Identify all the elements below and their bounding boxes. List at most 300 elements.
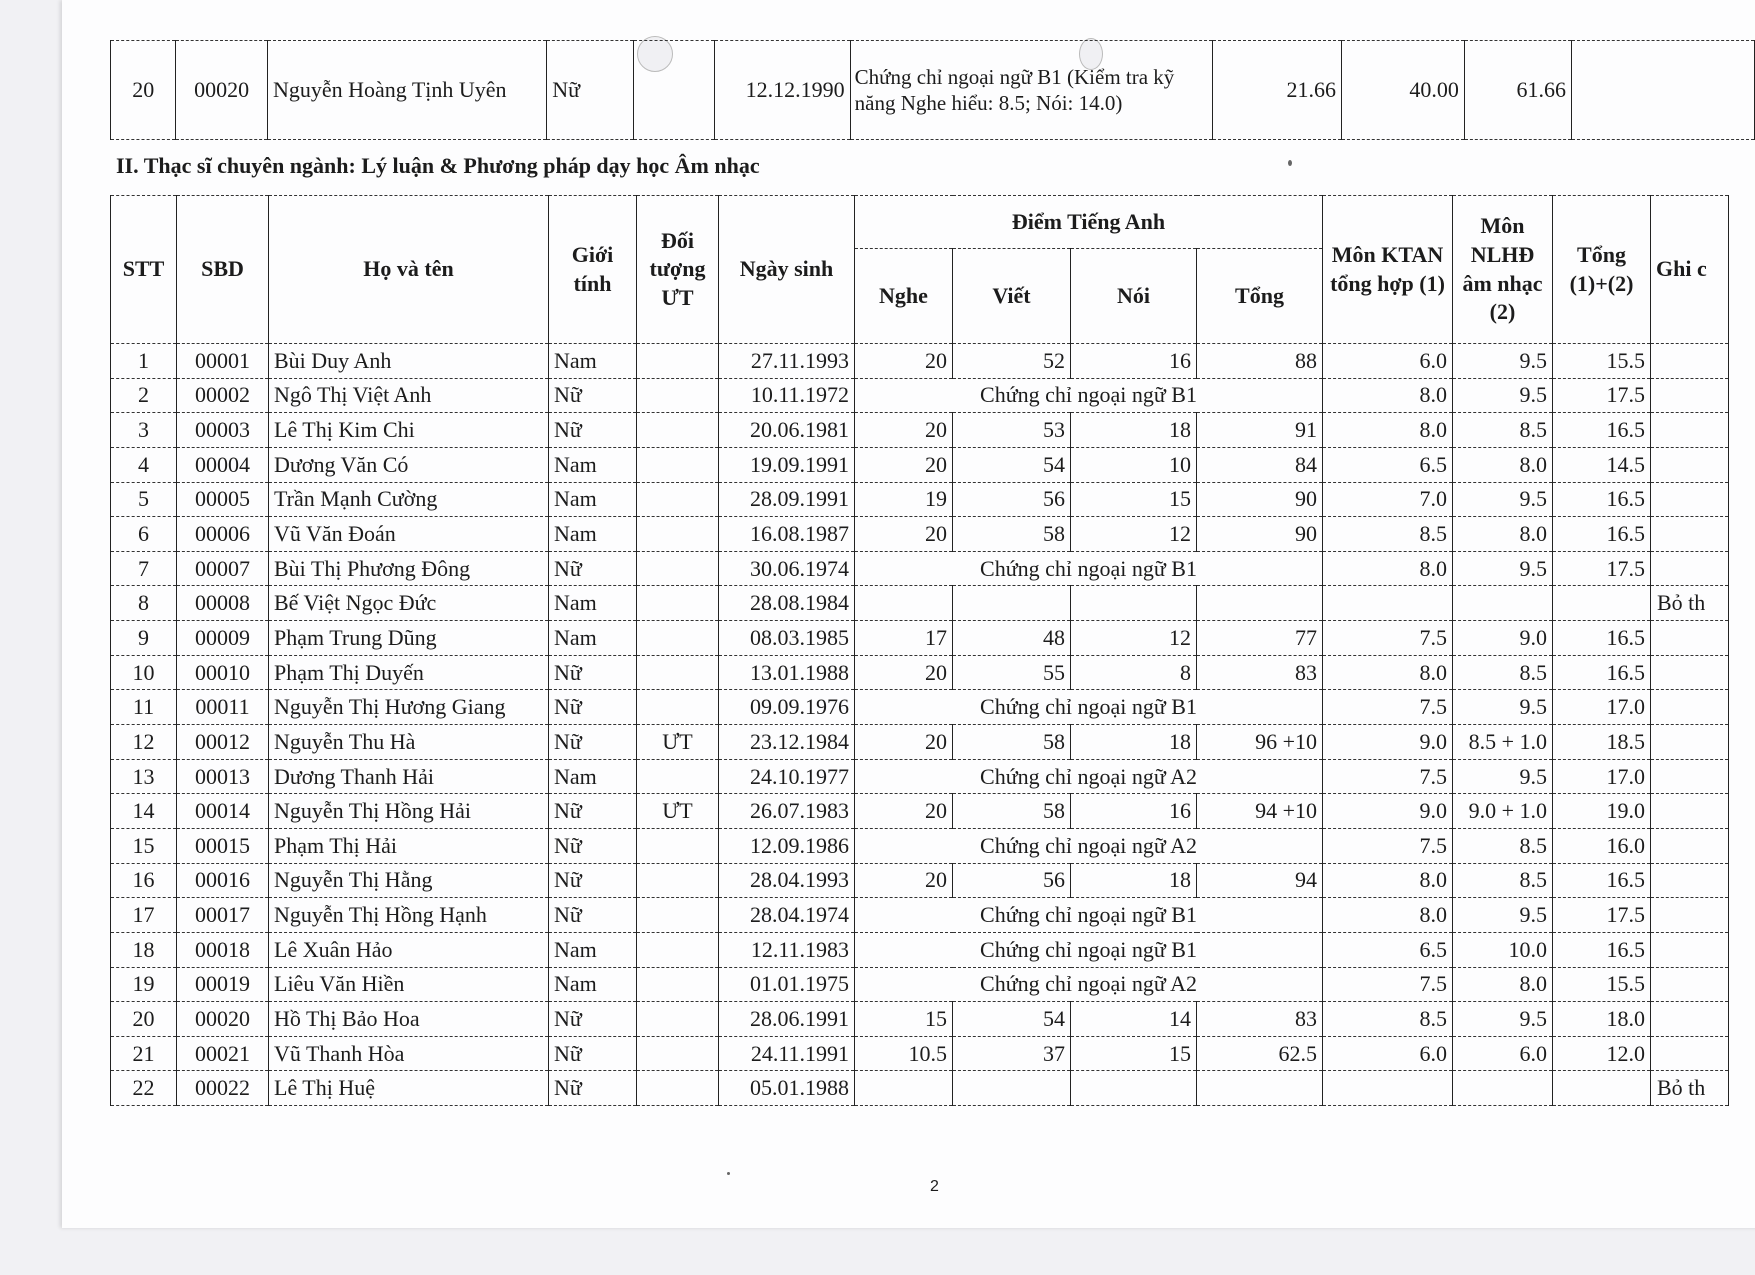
row-total: 16.5 <box>1553 932 1651 967</box>
row-subject2: 9.5 <box>1453 551 1553 586</box>
table-row <box>111 655 1729 690</box>
header-subject1: Môn KTAN tổng hợp (1) <box>1323 196 1453 344</box>
row-note <box>1651 967 1729 1002</box>
row-total: 15.5 <box>1553 967 1651 1002</box>
header-writing: Viết <box>953 249 1071 344</box>
row-gender: Nam <box>549 517 637 552</box>
row-priority <box>637 586 719 621</box>
header-listening: Nghe <box>855 249 953 344</box>
row-note <box>1651 447 1729 482</box>
row-priority <box>637 413 719 448</box>
row-note <box>1651 344 1729 379</box>
row-note <box>1651 413 1729 448</box>
header-gender: Giới tính <box>549 196 637 344</box>
row-name: Bế Việt Ngọc Đức <box>269 586 549 621</box>
row-subject2: 9.5 <box>1453 378 1553 413</box>
row-subject2: 9.0 <box>1453 621 1553 656</box>
table-row <box>111 759 1729 794</box>
row-priority <box>637 1071 719 1106</box>
row-name: Nguyễn Thị Hồng Hải <box>269 794 549 829</box>
row-english-total: 88 <box>1197 344 1323 379</box>
row-listening: 15 <box>855 1002 953 1037</box>
row-gender: Nữ <box>549 655 637 690</box>
row-total: 16.5 <box>1553 413 1651 448</box>
row-subject2: 9.5 <box>1453 898 1553 933</box>
row-priority <box>637 863 719 898</box>
page-number: 2 <box>930 1178 939 1195</box>
row-total: 14.5 <box>1553 447 1651 482</box>
row-writing <box>953 1071 1071 1106</box>
row-note <box>1651 759 1729 794</box>
row-total: 15.5 <box>1553 344 1651 379</box>
row-writing: 52 <box>953 344 1071 379</box>
row-speaking: 12 <box>1071 517 1197 552</box>
row-english-certificate: Chứng chỉ ngoại ngữ B1 <box>855 551 1323 586</box>
row-name: Ngô Thị Việt Anh <box>269 378 549 413</box>
row-priority <box>637 517 719 552</box>
row-stt: 4 <box>111 447 177 482</box>
scan-speck <box>1288 160 1292 166</box>
row-total: 17.0 <box>1553 759 1651 794</box>
row-priority <box>637 1002 719 1037</box>
row-name: Nguyễn Thị Hồng Hạnh <box>269 898 549 933</box>
row-total: 16.5 <box>1553 482 1651 517</box>
row-stt: 10 <box>111 655 177 690</box>
row-subject2: 8.5 <box>1453 828 1553 863</box>
row-subject1: 8.0 <box>1323 378 1453 413</box>
row-english-total: 96 +10 <box>1197 725 1323 760</box>
header-subject2: Môn NLHĐ âm nhạc (2) <box>1453 196 1553 344</box>
row-total: 17.5 <box>1553 898 1651 933</box>
row-subject1: 8.0 <box>1323 655 1453 690</box>
row-priority <box>637 344 719 379</box>
row-note <box>1572 41 1755 140</box>
row-gender: Nữ <box>549 1071 637 1106</box>
row-subject1: 8.0 <box>1323 863 1453 898</box>
row-priority <box>637 447 719 482</box>
row-subject2: 8.0 <box>1453 447 1553 482</box>
row-sbd: 00010 <box>177 655 269 690</box>
results-table <box>110 195 1729 1106</box>
row-sbd: 00020 <box>176 41 268 140</box>
row-writing: 53 <box>953 413 1071 448</box>
header-note: Ghi c <box>1651 196 1729 344</box>
row-note <box>1651 655 1729 690</box>
row-subject2 <box>1453 1071 1553 1106</box>
header-english-group: Điểm Tiếng Anh <box>855 196 1323 249</box>
row-note <box>1651 1036 1729 1071</box>
row-subject2: 8.5 <box>1453 413 1553 448</box>
row-name: Phạm Trung Dũng <box>269 621 549 656</box>
row-gender: Nữ <box>547 41 634 140</box>
table-row <box>111 344 1729 379</box>
row-writing: 58 <box>953 794 1071 829</box>
row-total: 61.66 <box>1464 41 1571 140</box>
row-name: Nguyễn Hoàng Tịnh Uyên <box>267 41 546 140</box>
row-gender: Nữ <box>549 378 637 413</box>
row-note <box>1651 863 1729 898</box>
row-total: 18.5 <box>1553 725 1651 760</box>
row-name: Phạm Thị Hải <box>269 828 549 863</box>
row-speaking: 18 <box>1071 413 1197 448</box>
row-subject2: 8.0 <box>1453 967 1553 1002</box>
row-priority: ƯT <box>637 725 719 760</box>
row-listening: 20 <box>855 794 953 829</box>
row-subject2: 10.0 <box>1453 932 1553 967</box>
row-gender: Nữ <box>549 863 637 898</box>
row-stt: 20 <box>111 1002 177 1037</box>
row-stt: 18 <box>111 932 177 967</box>
row-note <box>1651 378 1729 413</box>
row-speaking <box>1071 1071 1197 1106</box>
row-stt: 17 <box>111 898 177 933</box>
row-speaking: 16 <box>1071 344 1197 379</box>
row-listening: 20 <box>855 413 953 448</box>
row-sbd: 00018 <box>177 932 269 967</box>
row-dob: 12.09.1986 <box>719 828 855 863</box>
row-subject2 <box>1453 586 1553 621</box>
table-row <box>111 447 1729 482</box>
table-row <box>111 932 1729 967</box>
row-sbd: 00012 <box>177 725 269 760</box>
row-stt: 3 <box>111 413 177 448</box>
row-note <box>1651 828 1729 863</box>
row-total <box>1553 586 1651 621</box>
row-gender: Nữ <box>549 1036 637 1071</box>
row-listening: 20 <box>855 447 953 482</box>
row-dob: 05.01.1988 <box>719 1071 855 1106</box>
row-dob: 28.04.1993 <box>719 863 855 898</box>
row-subject2: 9.5 <box>1453 482 1553 517</box>
row-priority <box>637 828 719 863</box>
row-stt: 22 <box>111 1071 177 1106</box>
row-subject1: 7.5 <box>1323 690 1453 725</box>
row-gender: Nữ <box>549 725 637 760</box>
row-writing: 54 <box>953 447 1071 482</box>
row-gender: Nam <box>549 447 637 482</box>
row-writing: 56 <box>953 863 1071 898</box>
row-speaking: 10 <box>1071 447 1197 482</box>
row-sbd: 00001 <box>177 344 269 379</box>
row-dob: 20.06.1981 <box>719 413 855 448</box>
row-note <box>1651 551 1729 586</box>
row-name: Bùi Thị Phương Đông <box>269 551 549 586</box>
row-listening: 19 <box>855 482 953 517</box>
row-gender: Nam <box>549 344 637 379</box>
row-subject1: 7.5 <box>1323 621 1453 656</box>
table-row <box>111 41 1755 140</box>
row-stt: 11 <box>111 690 177 725</box>
row-priority <box>637 551 719 586</box>
row-priority: ƯT <box>637 794 719 829</box>
row-subject1 <box>1323 586 1453 621</box>
row-writing: 37 <box>953 1036 1071 1071</box>
row-dob: 16.08.1987 <box>719 517 855 552</box>
row-note: Bỏ th <box>1651 1071 1729 1106</box>
row-stt: 2 <box>111 378 177 413</box>
row-stt: 5 <box>111 482 177 517</box>
row-sbd: 00013 <box>177 759 269 794</box>
row-subject1: 8.0 <box>1323 551 1453 586</box>
row-writing: 58 <box>953 725 1071 760</box>
row-subject2: 8.5 <box>1453 863 1553 898</box>
table-row <box>111 517 1729 552</box>
previous-section-last-row <box>110 40 1755 140</box>
row-dob: 28.09.1991 <box>719 482 855 517</box>
row-writing: 58 <box>953 517 1071 552</box>
table-row <box>111 690 1729 725</box>
row-dob: 12.11.1983 <box>719 932 855 967</box>
row-total: 17.5 <box>1553 551 1651 586</box>
row-stt: 15 <box>111 828 177 863</box>
row-speaking: 18 <box>1071 725 1197 760</box>
row-priority <box>634 41 715 140</box>
row-name: Lê Thị Kim Chi <box>269 413 549 448</box>
row-listening: 17 <box>855 621 953 656</box>
row-subject1: 8.0 <box>1323 898 1453 933</box>
row-english-total: 94 +10 <box>1197 794 1323 829</box>
row-english-total: 77 <box>1197 621 1323 656</box>
row-subject1: 8.5 <box>1323 1002 1453 1037</box>
row-note <box>1651 690 1729 725</box>
row-priority <box>637 898 719 933</box>
row-english-total: 90 <box>1197 482 1323 517</box>
table-row <box>111 863 1729 898</box>
table-row <box>111 1036 1729 1071</box>
row-name: Trần Mạnh Cường <box>269 482 549 517</box>
row-subject2: 6.0 <box>1453 1036 1553 1071</box>
table-row <box>111 551 1729 586</box>
row-sbd: 00015 <box>177 828 269 863</box>
row-subject2: 8.5 + 1.0 <box>1453 725 1553 760</box>
row-priority <box>637 655 719 690</box>
row-priority <box>637 967 719 1002</box>
row-english-total: 62.5 <box>1197 1036 1323 1071</box>
row-total: 17.5 <box>1553 378 1651 413</box>
row-sbd: 00002 <box>177 378 269 413</box>
row-dob: 27.11.1993 <box>719 344 855 379</box>
scan-speck <box>727 1172 730 1175</box>
row-gender: Nữ <box>549 413 637 448</box>
row-dob: 28.08.1984 <box>719 586 855 621</box>
row-gender: Nam <box>549 759 637 794</box>
table-row <box>111 794 1729 829</box>
row-listening <box>855 586 953 621</box>
row-sbd: 00008 <box>177 586 269 621</box>
row-subject1: 8.0 <box>1323 413 1453 448</box>
row-total <box>1553 1071 1651 1106</box>
row-subject1: 6.5 <box>1323 932 1453 967</box>
row-name: Dương Thanh Hải <box>269 759 549 794</box>
row-english-certificate: Chứng chỉ ngoại ngữ B1 <box>855 378 1323 413</box>
row-sbd: 00007 <box>177 551 269 586</box>
row-subject1: 7.5 <box>1323 967 1453 1002</box>
row-listening: 20 <box>855 517 953 552</box>
row-gender: Nữ <box>549 828 637 863</box>
row-stt: 8 <box>111 586 177 621</box>
row-subject2: 8.5 <box>1453 655 1553 690</box>
row-sbd: 00005 <box>177 482 269 517</box>
row-total: 16.5 <box>1553 621 1651 656</box>
table-row <box>111 725 1729 760</box>
row-subject1: 21.66 <box>1213 41 1342 140</box>
row-note <box>1651 517 1729 552</box>
row-writing: 54 <box>953 1002 1071 1037</box>
header-total: Tổng (1)+(2) <box>1553 196 1651 344</box>
row-english-total <box>1197 586 1323 621</box>
row-note <box>1651 898 1729 933</box>
row-name: Phạm Thị Duyến <box>269 655 549 690</box>
row-subject2: 9.5 <box>1453 344 1553 379</box>
row-name: Liêu Văn Hiền <box>269 967 549 1002</box>
row-dob: 23.12.1984 <box>719 725 855 760</box>
row-note: Bỏ th <box>1651 586 1729 621</box>
row-speaking: 12 <box>1071 621 1197 656</box>
row-dob: 10.11.1972 <box>719 378 855 413</box>
row-listening: 20 <box>855 655 953 690</box>
header-stt: STT <box>111 196 177 344</box>
row-writing: 56 <box>953 482 1071 517</box>
row-listening: 20 <box>855 863 953 898</box>
row-priority <box>637 690 719 725</box>
row-note <box>1651 932 1729 967</box>
row-sbd: 00014 <box>177 794 269 829</box>
row-speaking: 8 <box>1071 655 1197 690</box>
row-sbd: 00017 <box>177 898 269 933</box>
row-listening: 20 <box>855 725 953 760</box>
row-writing <box>953 586 1071 621</box>
row-english-certificate: Chứng chỉ ngoại ngữ A2 <box>855 967 1323 1002</box>
row-dob: 30.06.1974 <box>719 551 855 586</box>
row-sbd: 00020 <box>177 1002 269 1037</box>
row-priority <box>637 482 719 517</box>
row-writing: 55 <box>953 655 1071 690</box>
row-sbd: 00016 <box>177 863 269 898</box>
row-english-total: 84 <box>1197 447 1323 482</box>
row-subject1: 6.0 <box>1323 1036 1453 1071</box>
row-name: Nguyễn Thu Hà <box>269 725 549 760</box>
row-total: 12.0 <box>1553 1036 1651 1071</box>
table-row <box>111 1071 1729 1106</box>
row-dob: 01.01.1975 <box>719 967 855 1002</box>
row-english-total: 83 <box>1197 1002 1323 1037</box>
row-speaking: 18 <box>1071 863 1197 898</box>
header-row <box>111 196 1729 249</box>
row-stt: 6 <box>111 517 177 552</box>
row-sbd: 00009 <box>177 621 269 656</box>
row-subject2: 8.0 <box>1453 517 1553 552</box>
row-priority <box>637 378 719 413</box>
row-sbd: 00022 <box>177 1071 269 1106</box>
row-dob: 24.11.1991 <box>719 1036 855 1071</box>
row-name: Dương Văn Có <box>269 447 549 482</box>
row-gender: Nam <box>549 621 637 656</box>
row-dob: 12.12.1990 <box>715 41 851 140</box>
row-note <box>1651 482 1729 517</box>
row-total: 16.0 <box>1553 828 1651 863</box>
table-row <box>111 1002 1729 1037</box>
table-row <box>111 482 1729 517</box>
row-subject2: 9.0 + 1.0 <box>1453 794 1553 829</box>
row-note <box>1651 1002 1729 1037</box>
table-row <box>111 621 1729 656</box>
row-dob: 08.03.1985 <box>719 621 855 656</box>
row-stt: 20 <box>111 41 176 140</box>
row-dob: 19.09.1991 <box>719 447 855 482</box>
row-dob: 09.09.1976 <box>719 690 855 725</box>
row-stt: 16 <box>111 863 177 898</box>
row-sbd: 00021 <box>177 1036 269 1071</box>
row-gender: Nữ <box>549 898 637 933</box>
row-english-note: Chứng chỉ ngoại ngữ B1 (Kiểm tra kỹ năng Nghe hiểu: 8.5; Nói: 14.0) <box>850 41 1213 140</box>
row-speaking <box>1071 586 1197 621</box>
results-body <box>111 344 1729 1106</box>
row-gender: Nữ <box>549 794 637 829</box>
row-dob: 13.01.1988 <box>719 655 855 690</box>
row-sbd: 00011 <box>177 690 269 725</box>
row-total: 18.0 <box>1553 1002 1651 1037</box>
row-stt: 13 <box>111 759 177 794</box>
row-name: Nguyễn Thị Hương Giang <box>269 690 549 725</box>
header-sbd: SBD <box>177 196 269 344</box>
row-total: 17.0 <box>1553 690 1651 725</box>
row-priority <box>637 1036 719 1071</box>
row-subject1: 6.5 <box>1323 447 1453 482</box>
row-gender: Nữ <box>549 690 637 725</box>
row-gender: Nữ <box>549 551 637 586</box>
row-stt: 19 <box>111 967 177 1002</box>
header-english-total: Tổng <box>1197 249 1323 344</box>
row-english-certificate: Chứng chỉ ngoại ngữ B1 <box>855 690 1323 725</box>
row-name: Nguyễn Thị Hằng <box>269 863 549 898</box>
row-total: 16.5 <box>1553 517 1651 552</box>
row-sbd: 00019 <box>177 967 269 1002</box>
row-english-total <box>1197 1071 1323 1106</box>
row-subject1: 8.5 <box>1323 517 1453 552</box>
row-dob: 24.10.1977 <box>719 759 855 794</box>
row-sbd: 00004 <box>177 447 269 482</box>
row-dob: 28.04.1974 <box>719 898 855 933</box>
row-subject2: 9.5 <box>1453 1002 1553 1037</box>
row-total: 16.5 <box>1553 863 1651 898</box>
row-stt: 21 <box>111 1036 177 1071</box>
row-listening: 20 <box>855 344 953 379</box>
row-stt: 12 <box>111 725 177 760</box>
section-title: II. Thạc sĩ chuyên ngành: Lý luận & Phương pháp dạy học Âm nhạc <box>116 153 760 178</box>
row-subject1: 9.0 <box>1323 794 1453 829</box>
row-subject1: 7.5 <box>1323 828 1453 863</box>
row-sbd: 00006 <box>177 517 269 552</box>
row-subject2: 9.5 <box>1453 690 1553 725</box>
header-dob: Ngày sinh <box>719 196 855 344</box>
row-listening <box>855 1071 953 1106</box>
row-subject1: 6.0 <box>1323 344 1453 379</box>
row-stt: 1 <box>111 344 177 379</box>
row-stt: 9 <box>111 621 177 656</box>
table-row <box>111 378 1729 413</box>
row-gender: Nam <box>549 932 637 967</box>
table-row <box>111 413 1729 448</box>
row-name: Vũ Văn Đoán <box>269 517 549 552</box>
row-gender: Nữ <box>549 1002 637 1037</box>
row-gender: Nam <box>549 967 637 1002</box>
row-speaking: 15 <box>1071 482 1197 517</box>
header-name: Họ và tên <box>269 196 549 344</box>
row-speaking: 14 <box>1071 1002 1197 1037</box>
row-writing: 48 <box>953 621 1071 656</box>
row-speaking: 15 <box>1071 1036 1197 1071</box>
row-sbd: 00003 <box>177 413 269 448</box>
